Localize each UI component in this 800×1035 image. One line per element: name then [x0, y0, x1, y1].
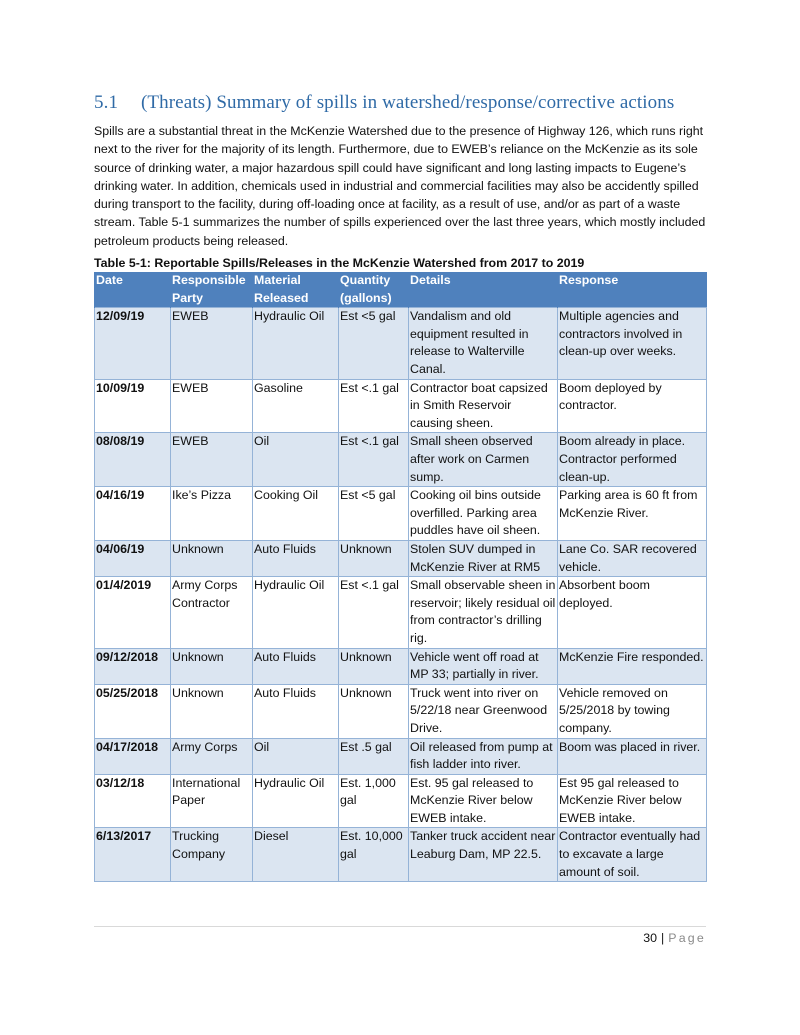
- cell-date: 08/08/19: [95, 433, 171, 487]
- table-row: [95, 684, 707, 738]
- cell-responsible-party: Unknown: [171, 540, 253, 576]
- cell-quantity: Est <.1 gal: [339, 433, 409, 487]
- cell-responsible-party: Trucking Company: [171, 828, 253, 882]
- table-row: [95, 433, 707, 487]
- cell-responsible-party: Ike’s Pizza: [171, 487, 253, 541]
- section-title: (Threats) Summary of spills in watershed/response/corrective actions: [141, 92, 675, 113]
- cell-responsible-party: EWEB: [171, 308, 253, 379]
- cell-date: 6/13/2017: [95, 828, 171, 882]
- table-caption: Table 5-1: Reportable Spills/Releases in the McKenzie Watershed from 2017 to 2019: [94, 256, 585, 271]
- cell-response: Absorbent boom deployed.: [558, 577, 707, 648]
- cell-response: Boom was placed in river.: [558, 738, 707, 774]
- cell-responsible-party: Army Corps: [171, 738, 253, 774]
- cell-quantity: Est .5 gal: [339, 738, 409, 774]
- cell-details: Oil released from pump at fish ladder into river.: [409, 738, 558, 774]
- cell-response: Vehicle removed on 5/25/2018 by towing company.: [558, 684, 707, 738]
- cell-date: 04/16/19: [95, 487, 171, 541]
- cell-material: Gasoline: [253, 379, 339, 433]
- cell-material: Hydraulic Oil: [253, 774, 339, 828]
- cell-date: 12/09/19: [95, 308, 171, 379]
- cell-quantity: Est <.1 gal: [339, 379, 409, 433]
- cell-details: Small sheen observed after work on Carmen sump.: [409, 433, 558, 487]
- cell-details: Small observable sheen in reservoir; likely residual oil from contractor’s drilling rig.: [409, 577, 558, 648]
- cell-date: 03/12/18: [95, 774, 171, 828]
- cell-quantity: Est <5 gal: [339, 308, 409, 379]
- cell-response: Lane Co. SAR recovered vehicle.: [558, 540, 707, 576]
- cell-material: Hydraulic Oil: [253, 577, 339, 648]
- footer-divider: [94, 926, 706, 927]
- cell-material: Oil: [253, 738, 339, 774]
- cell-material: Hydraulic Oil: [253, 308, 339, 379]
- page-number: 30: [643, 931, 658, 945]
- table-row: [95, 540, 707, 576]
- cell-details: Tanker truck accident near Leaburg Dam, MP 22.5.: [409, 828, 558, 882]
- table-row: [95, 828, 707, 882]
- cell-details: Cooking oil bins outside overfilled. Parking area puddles have oil sheen.: [409, 487, 558, 541]
- document-page: [94, 92, 706, 882]
- cell-details: Vehicle went off road at MP 33; partially in river.: [409, 648, 558, 684]
- cell-quantity: Unknown: [339, 684, 409, 738]
- cell-date: 10/09/19: [95, 379, 171, 433]
- cell-details: Est. 95 gal released to McKenzie River below EWEB intake.: [409, 774, 558, 828]
- page-footer: [643, 931, 706, 945]
- header-material-released: Material Released: [253, 272, 339, 308]
- section-heading: [94, 92, 706, 114]
- cell-material: Auto Fluids: [253, 540, 339, 576]
- page-word: Page: [668, 931, 706, 945]
- cell-date: 09/12/2018: [95, 648, 171, 684]
- cell-response: Multiple agencies and contractors involved in clean-up over weeks.: [558, 308, 707, 379]
- table-row: [95, 738, 707, 774]
- cell-details: Vandalism and old equipment resulted in release to Walterville Canal.: [409, 308, 558, 379]
- cell-responsible-party: EWEB: [171, 379, 253, 433]
- cell-response: Boom deployed by contractor.: [558, 379, 707, 433]
- cell-response: Parking area is 60 ft from McKenzie River.: [558, 487, 707, 541]
- cell-material: Diesel: [253, 828, 339, 882]
- cell-details: Truck went into river on 5/22/18 near Greenwood Drive.: [409, 684, 558, 738]
- cell-date: 05/25/2018: [95, 684, 171, 738]
- cell-date: 04/17/2018: [95, 738, 171, 774]
- section-number: 5.1: [94, 92, 119, 113]
- cell-quantity: Est. 1,000 gal: [339, 774, 409, 828]
- cell-quantity: Est <5 gal: [339, 487, 409, 541]
- cell-responsible-party: Unknown: [171, 684, 253, 738]
- cell-material: Cooking Oil: [253, 487, 339, 541]
- cell-details: Stolen SUV dumped in McKenzie River at RM5: [409, 540, 558, 576]
- table-row: [95, 774, 707, 828]
- cell-responsible-party: Unknown: [171, 648, 253, 684]
- table-body: [95, 308, 707, 882]
- cell-details: Contractor boat capsized in Smith Reservoir causing sheen.: [409, 379, 558, 433]
- table-row: [95, 308, 707, 379]
- cell-response: Boom already in place. Contractor performed clean-up.: [558, 433, 707, 487]
- table-row: [95, 379, 707, 433]
- cell-quantity: Unknown: [339, 648, 409, 684]
- cell-responsible-party: Army Corps Contractor: [171, 577, 253, 648]
- header-details: Details: [409, 272, 558, 308]
- cell-material: Oil: [253, 433, 339, 487]
- body-paragraph: Spills are a substantial threat in the McKenzie Watershed due to the presence of Highway 126, which runs right next to the river for the majority of its length. Furthermore, due to EWEB’s reliance on the McKenzie as its sole source of drinking water, a major hazardous spill could have significant and long lasting impacts to Eugene’s drinking water. In addition, chemicals used in industrial and commercial facilities may also be accidently spilled during transport to the facility, during off-loading once at facility, as a result of use, and/or as part of a waste stream. Table 5-1 summarizes the number of spills experienced over the last three years, which mostly included petroleum products being released.: [94, 124, 706, 248]
- cell-responsible-party: International Paper: [171, 774, 253, 828]
- cell-date: 01/4/2019: [95, 577, 171, 648]
- table-row: [95, 487, 707, 541]
- cell-quantity: Unknown: [339, 540, 409, 576]
- header-response: Response: [558, 272, 707, 308]
- header-responsible-party: Responsible Party: [171, 272, 253, 308]
- cell-response: Contractor eventually had to excavate a large amount of soil.: [558, 828, 707, 882]
- header-quantity: Quantity (gallons): [339, 272, 409, 308]
- cell-date: 04/06/19: [95, 540, 171, 576]
- table-row: [95, 648, 707, 684]
- cell-material: Auto Fluids: [253, 684, 339, 738]
- footer-separator: |: [661, 931, 665, 945]
- cell-material: Auto Fluids: [253, 648, 339, 684]
- cell-quantity: Est. 10,000 gal: [339, 828, 409, 882]
- table-header-row: [95, 272, 707, 308]
- cell-response: McKenzie Fire responded.: [558, 648, 707, 684]
- header-date: Date: [95, 272, 171, 308]
- cell-responsible-party: EWEB: [171, 433, 253, 487]
- cell-response: Est 95 gal released to McKenzie River below EWEB intake.: [558, 774, 707, 828]
- cell-quantity: Est <.1 gal: [339, 577, 409, 648]
- table-row: [95, 577, 707, 648]
- spills-table: [94, 272, 707, 882]
